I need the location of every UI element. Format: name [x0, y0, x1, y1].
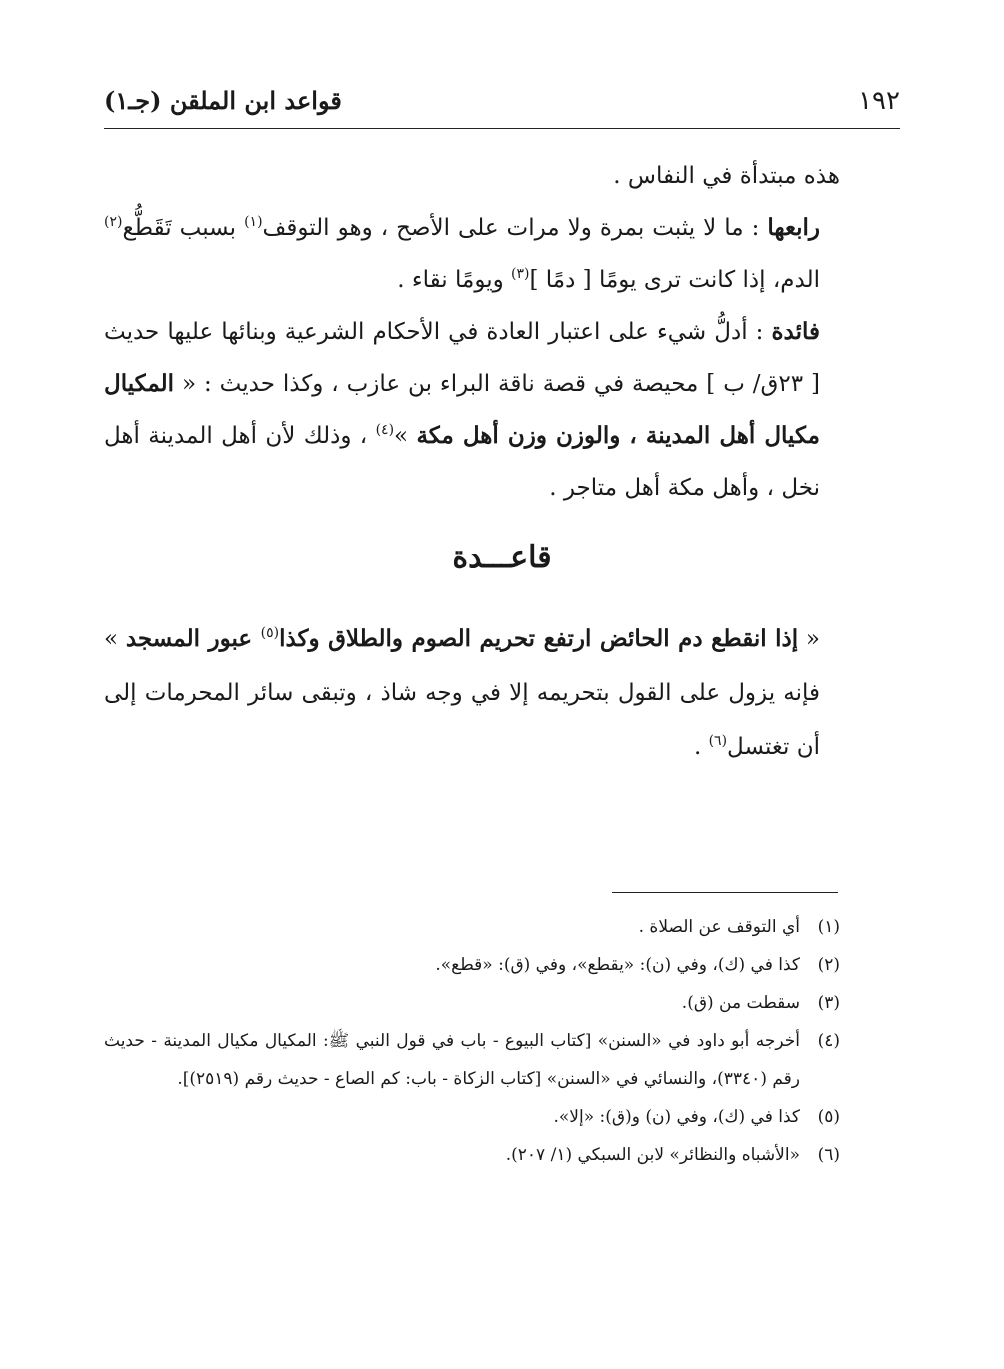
paragraph-text: هذه مبتدأة في النفاس . — [613, 163, 840, 189]
running-title: قواعد ابن الملقن (جـ١) — [104, 86, 342, 115]
hadith-quote: المكيال مكيال أهل المدينة ، والوزن وزن أهل مكة — [104, 370, 820, 449]
footnote-ref-6[interactable]: (٦) — [708, 733, 728, 749]
footnote-text: أخرجه أبو داود في «السنن» [كتاب البيوع - باب في قول النبي ﷺ: المكيال مكيال المدينة - حديث رقم (٣٣٤٠)، والنسائي في «السنن» [كتاب الزكاة - باب: كم الصاع - حديث رقم (٢٥١٩)]. — [104, 1031, 800, 1089]
paragraph-fourth — [104, 202, 840, 306]
footnote-number: (٤) — [817, 1031, 840, 1051]
footnote-text: أي التوقف عن الصلاة . — [638, 917, 800, 937]
footnote — [104, 946, 840, 984]
footnote-ref-4[interactable]: (٤) — [375, 422, 395, 438]
page-header — [104, 84, 900, 129]
footnote-number: (١) — [817, 917, 840, 937]
paragraph-text: ويومًا نقاء . — [397, 267, 512, 293]
paragraph-text: فإنه يزول على القول بتحريمه إلا في وجه شاذ ، وتبقى سائر المحرمات إلى أن تغتسل — [104, 680, 820, 760]
footnote-ref-1[interactable]: (١) — [244, 214, 263, 230]
section-heading: قاعـــدة — [452, 540, 552, 575]
paragraph-text: » — [394, 423, 417, 449]
rule-statement-end: عبور المسجد — [125, 625, 261, 652]
quote-close: » — [104, 626, 126, 652]
footnote-ref-5[interactable]: (٥) — [260, 625, 280, 641]
paragraph-text: الدم، إذا كانت ترى يومًا [ دمًا ] — [529, 267, 820, 293]
rule-paragraph — [104, 612, 840, 774]
footnote-separator — [612, 892, 838, 893]
footnote-ref-3[interactable]: (٣) — [511, 266, 530, 282]
rule-statement: إذا انقطع دم الحائض ارتفع تحريم الصوم والطلاق وكذا — [279, 625, 799, 652]
term-fourth: رابعها — [767, 214, 820, 241]
footnote-number: (٢) — [817, 955, 840, 975]
footnote — [104, 1098, 840, 1136]
footnote-number: (٣) — [817, 993, 840, 1013]
paragraph-continuation — [104, 150, 840, 202]
footnote-number: (٥) — [817, 1107, 840, 1127]
paragraph-text: : ما لا يثبت بمرة ولا مرات على الأصح ، وهو التوقف — [262, 215, 768, 241]
paragraph-text: بسبب تَقَطُّع — [122, 215, 245, 241]
footnote-text: كذا في (ك)، وفي (ن): «يقطع»، وفي (ق): «قطع». — [435, 955, 800, 975]
footnote — [104, 1136, 840, 1174]
footnote — [104, 908, 840, 946]
footnote-number: (٦) — [817, 1145, 840, 1165]
footnotes — [104, 908, 840, 1174]
term-benefit: فائدة — [771, 318, 820, 345]
rule-text — [104, 612, 840, 774]
paragraph-text: . — [693, 734, 709, 760]
main-text — [104, 150, 840, 514]
footnote-text: كذا في (ك)، وفي (ن) و(ق): «إلا». — [553, 1107, 800, 1127]
paragraph-text: : أدلُّ شيء على اعتبار العادة في الأحكام الشرعية وبنائها عليها حديث [ ٢٣ق/ ب ] محيصة في قصة ناقة البراء بن عازب ، وكذا حديث : « — [104, 319, 820, 397]
page-number: ١٩٢ — [858, 86, 900, 116]
footnote-ref-2[interactable]: (٢) — [104, 214, 123, 230]
paragraph-text: ، وذلك لأن أهل المدينة أهل نخل ، وأهل مكة أهل متاجر . — [104, 423, 820, 501]
footnote-text: سقطت من (ق). — [681, 993, 800, 1013]
footnote — [104, 984, 840, 1022]
quote-open: « — [798, 626, 820, 652]
footnote-text: «الأشباه والنظائر» لابن السبكي (١/ ٢٠٧). — [505, 1145, 800, 1165]
footnote — [104, 1022, 840, 1098]
paragraph-benefit — [104, 306, 840, 514]
